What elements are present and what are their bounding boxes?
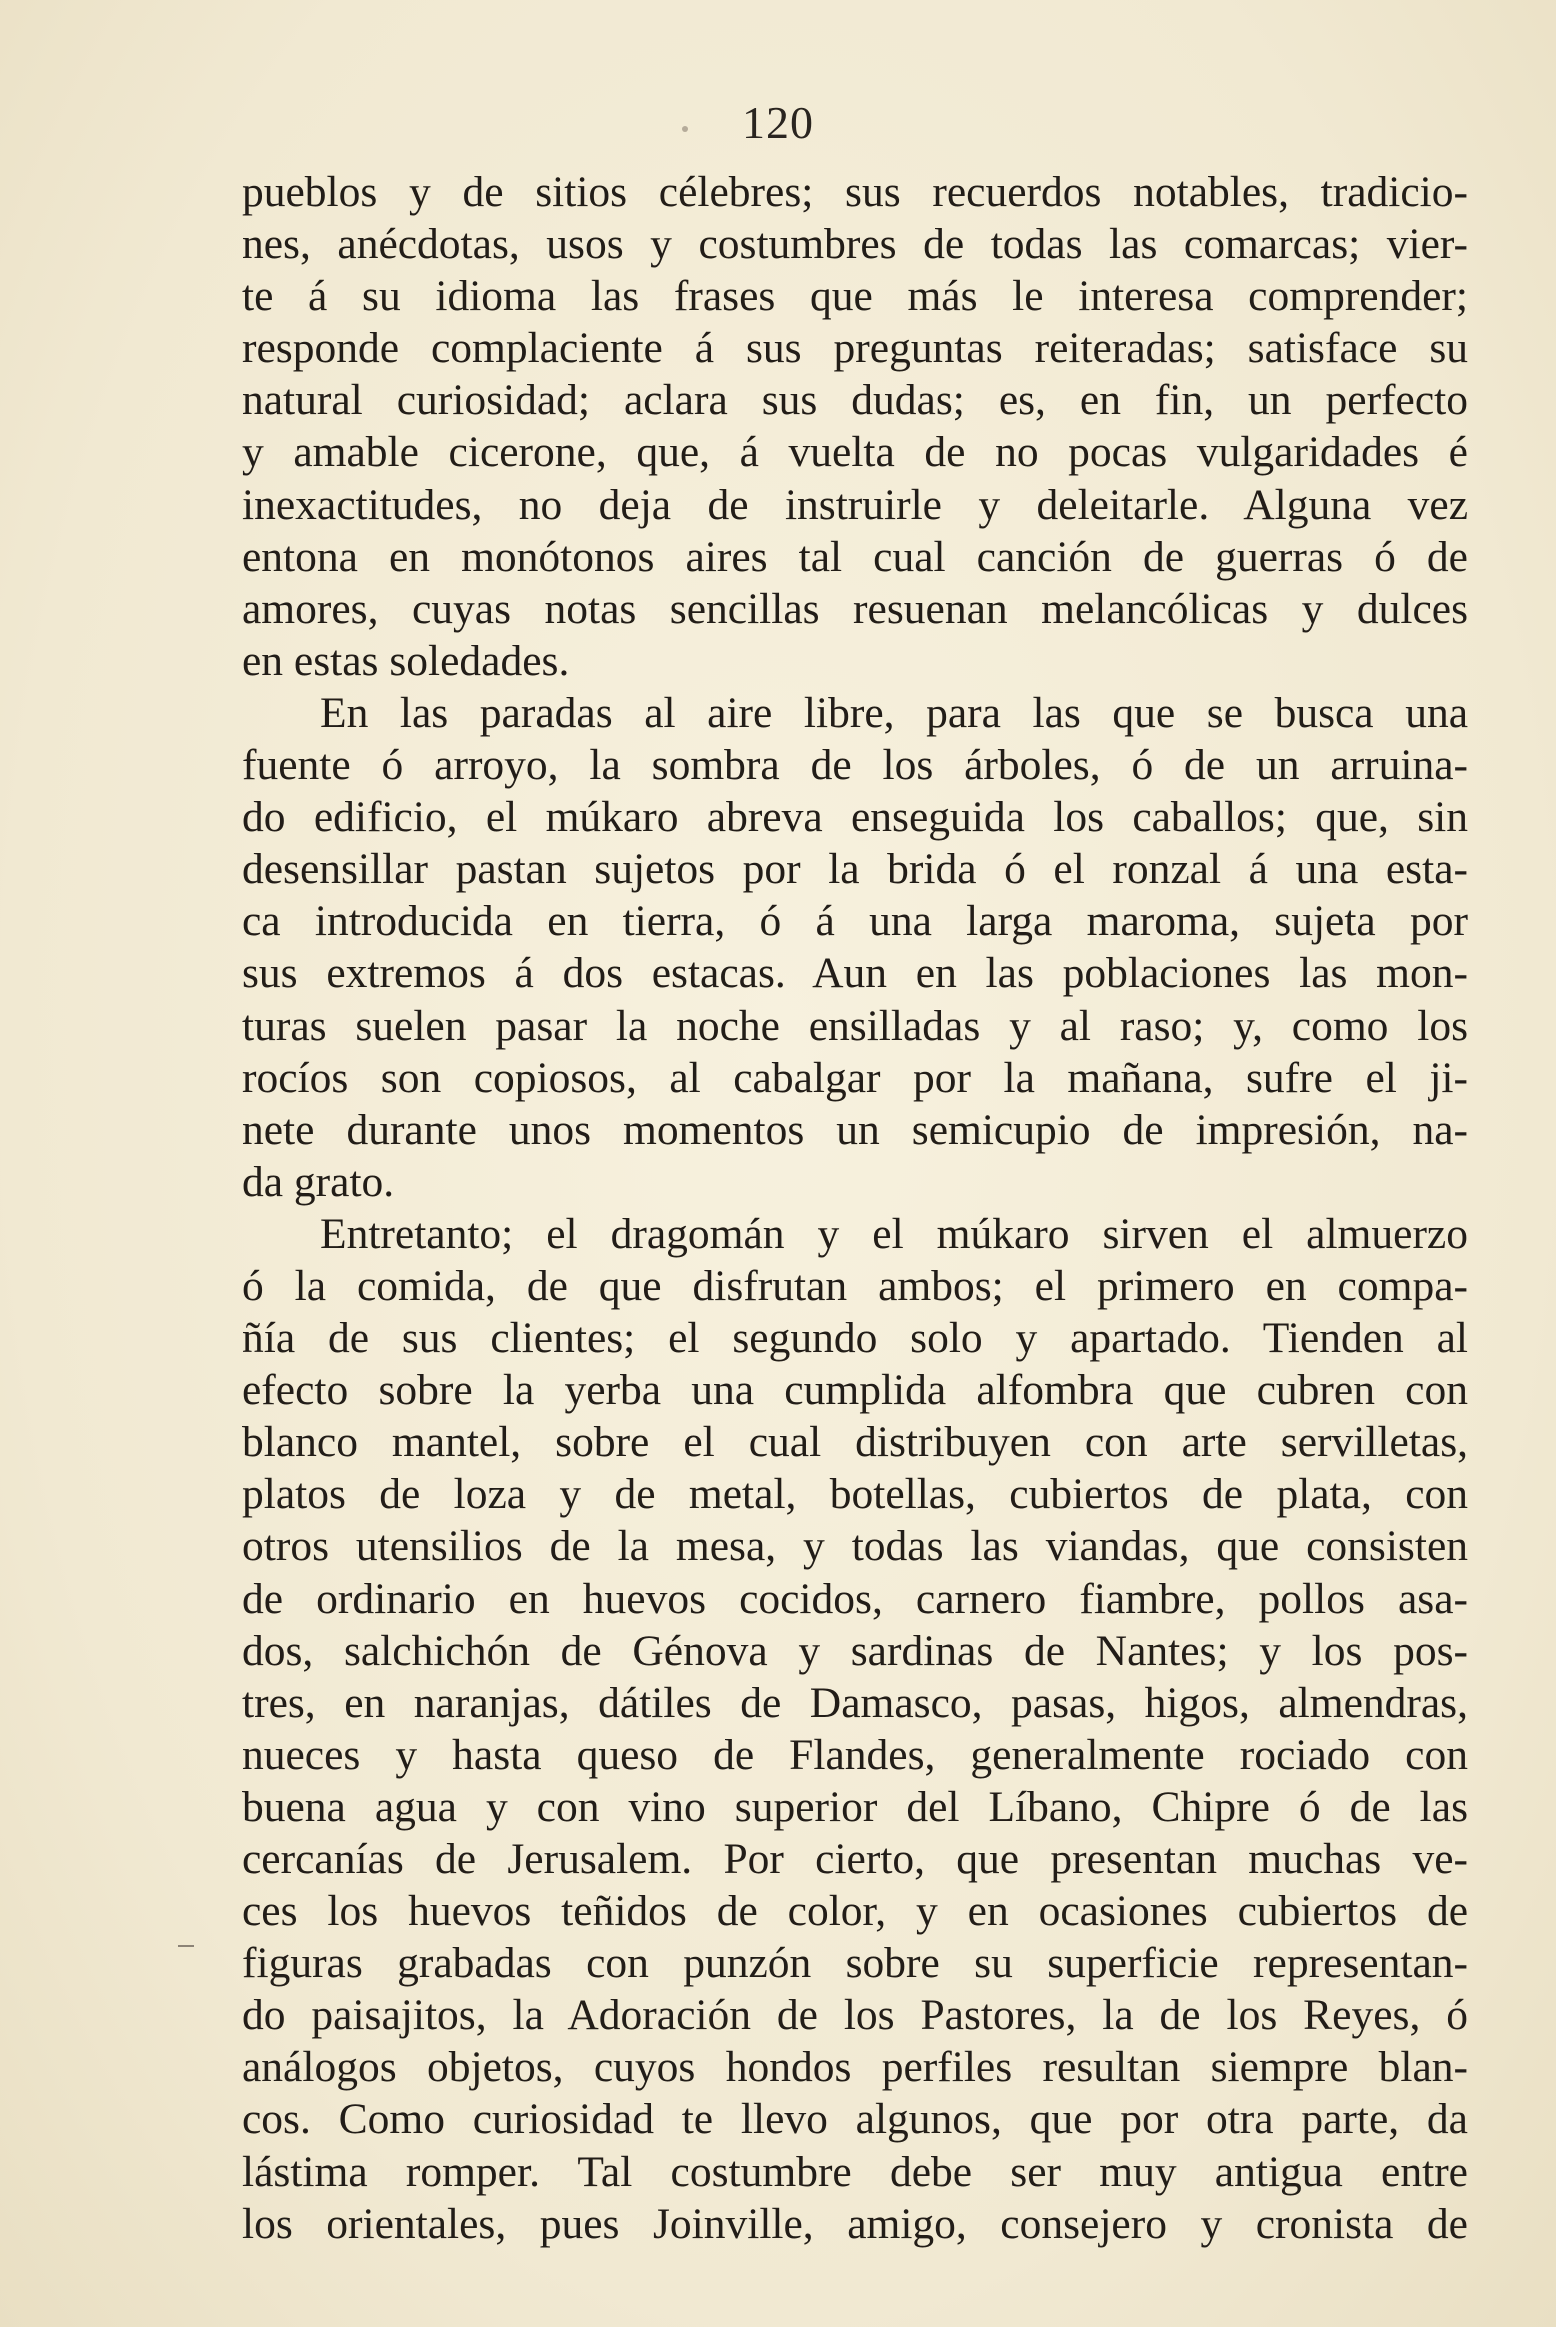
text-line: y amable cicerone, que, á vuelta de no pocas vulgaridades é bbox=[242, 428, 1468, 477]
text-line: do paisajitos, la Adoración de los Pastores, la de los Reyes, ó bbox=[242, 1991, 1468, 2040]
text-line: do edificio, el múkaro abreva enseguida los caballos; que, sin bbox=[242, 793, 1468, 842]
text-line: nes, anécdotas, usos y costumbres de todas las comarcas; vier- bbox=[242, 220, 1468, 269]
paragraph-start: Entretanto; el dragomán y el múkaro sirven el almuerzo bbox=[320, 1209, 1468, 1258]
text-line: turas suelen pasar la noche ensilladas y al raso; y, como los bbox=[242, 1001, 1468, 1050]
body-text bbox=[242, 166, 1468, 2250]
text-line: fuente ó arroyo, la sombra de los árboles, ó de un arruina- bbox=[242, 741, 1468, 790]
text-line: te á su idioma las frases que más le interesa comprender; bbox=[242, 272, 1468, 321]
text-line: platos de loza y de metal, botellas, cubiertos de plata, con bbox=[242, 1470, 1468, 1519]
text-line: dos, salchichón de Génova y sardinas de Nantes; y los pos- bbox=[242, 1626, 1468, 1675]
text-line: natural curiosidad; aclara sus dudas; es, en fin, un perfecto bbox=[242, 376, 1468, 425]
text-line: ó la comida, de que disfrutan ambos; el primero en compa- bbox=[242, 1261, 1468, 1310]
margin-mark bbox=[178, 1945, 194, 1947]
text-line: responde complaciente á sus preguntas reiteradas; satisface su bbox=[242, 324, 1468, 373]
paragraph-start: En las paradas al aire libre, para las que se busca una bbox=[320, 688, 1468, 737]
text-line: rocíos son copiosos, al cabalgar por la mañana, sufre el ji- bbox=[242, 1053, 1468, 1102]
text-line: ñía de sus clientes; el segundo solo y apartado. Tienden al bbox=[242, 1314, 1468, 1363]
text-line: buena agua y con vino superior del Líbano, Chipre ó de las bbox=[242, 1782, 1468, 1831]
text-line: lástima romper. Tal costumbre debe ser muy antigua entre bbox=[242, 2147, 1468, 2196]
text-line: figuras grabadas con punzón sobre su superficie representan- bbox=[242, 1939, 1468, 1988]
text-line: análogos objetos, cuyos hondos perfiles resultan siempre blan- bbox=[242, 2043, 1468, 2092]
text-line: inexactitudes, no deja de instruirle y deleitarle. Alguna vez bbox=[242, 480, 1468, 529]
page-number: 120 bbox=[742, 97, 814, 148]
text-line: blanco mantel, sobre el cual distribuyen con arte servilletas, bbox=[242, 1418, 1468, 1467]
text-line: cos. Como curiosidad te llevo algunos, que por otra parte, da bbox=[242, 2095, 1468, 2144]
text-line: ces los huevos teñidos de color, y en ocasiones cubiertos de bbox=[242, 1887, 1468, 1936]
text-line: nueces y hasta queso de Flandes, generalmente rociado con bbox=[242, 1730, 1468, 1779]
text-line: cercanías de Jerusalem. Por cierto, que presentan muchas ve- bbox=[242, 1835, 1468, 1883]
text-line: tres, en naranjas, dátiles de Damasco, pasas, higos, almendras, bbox=[242, 1678, 1468, 1727]
text-line: en estas soledades. bbox=[242, 636, 570, 685]
text-line: da grato. bbox=[242, 1157, 395, 1206]
text-line: sus extremos á dos estacas. Aun en las poblaciones las mon- bbox=[242, 949, 1468, 998]
text-line: los orientales, pues Joinville, amigo, consejero y cronista de bbox=[242, 2199, 1468, 2248]
text-line: amores, cuyas notas sencillas resuenan melancólicas y dulces bbox=[242, 584, 1468, 633]
text-line: efecto sobre la yerba una cumplida alfombra que cubren con bbox=[242, 1366, 1468, 1415]
text-line: desensillar pastan sujetos por la brida ó el ronzal á una esta- bbox=[242, 845, 1468, 894]
text-line: de ordinario en huevos cocidos, carnero fiambre, pollos asa- bbox=[242, 1574, 1468, 1623]
text-line: ca introducida en tierra, ó á una larga maroma, sujeta por bbox=[242, 897, 1468, 946]
text-line: otros utensilios de la mesa, y todas las viandas, que consisten bbox=[242, 1522, 1468, 1571]
text-line: pueblos y de sitios célebres; sus recuerdos notables, tradicio- bbox=[242, 168, 1468, 216]
text-line: entona en monótonos aires tal cual canción de guerras ó de bbox=[242, 532, 1468, 581]
text-line: nete durante unos momentos un semicupio de impresión, na- bbox=[242, 1105, 1468, 1154]
